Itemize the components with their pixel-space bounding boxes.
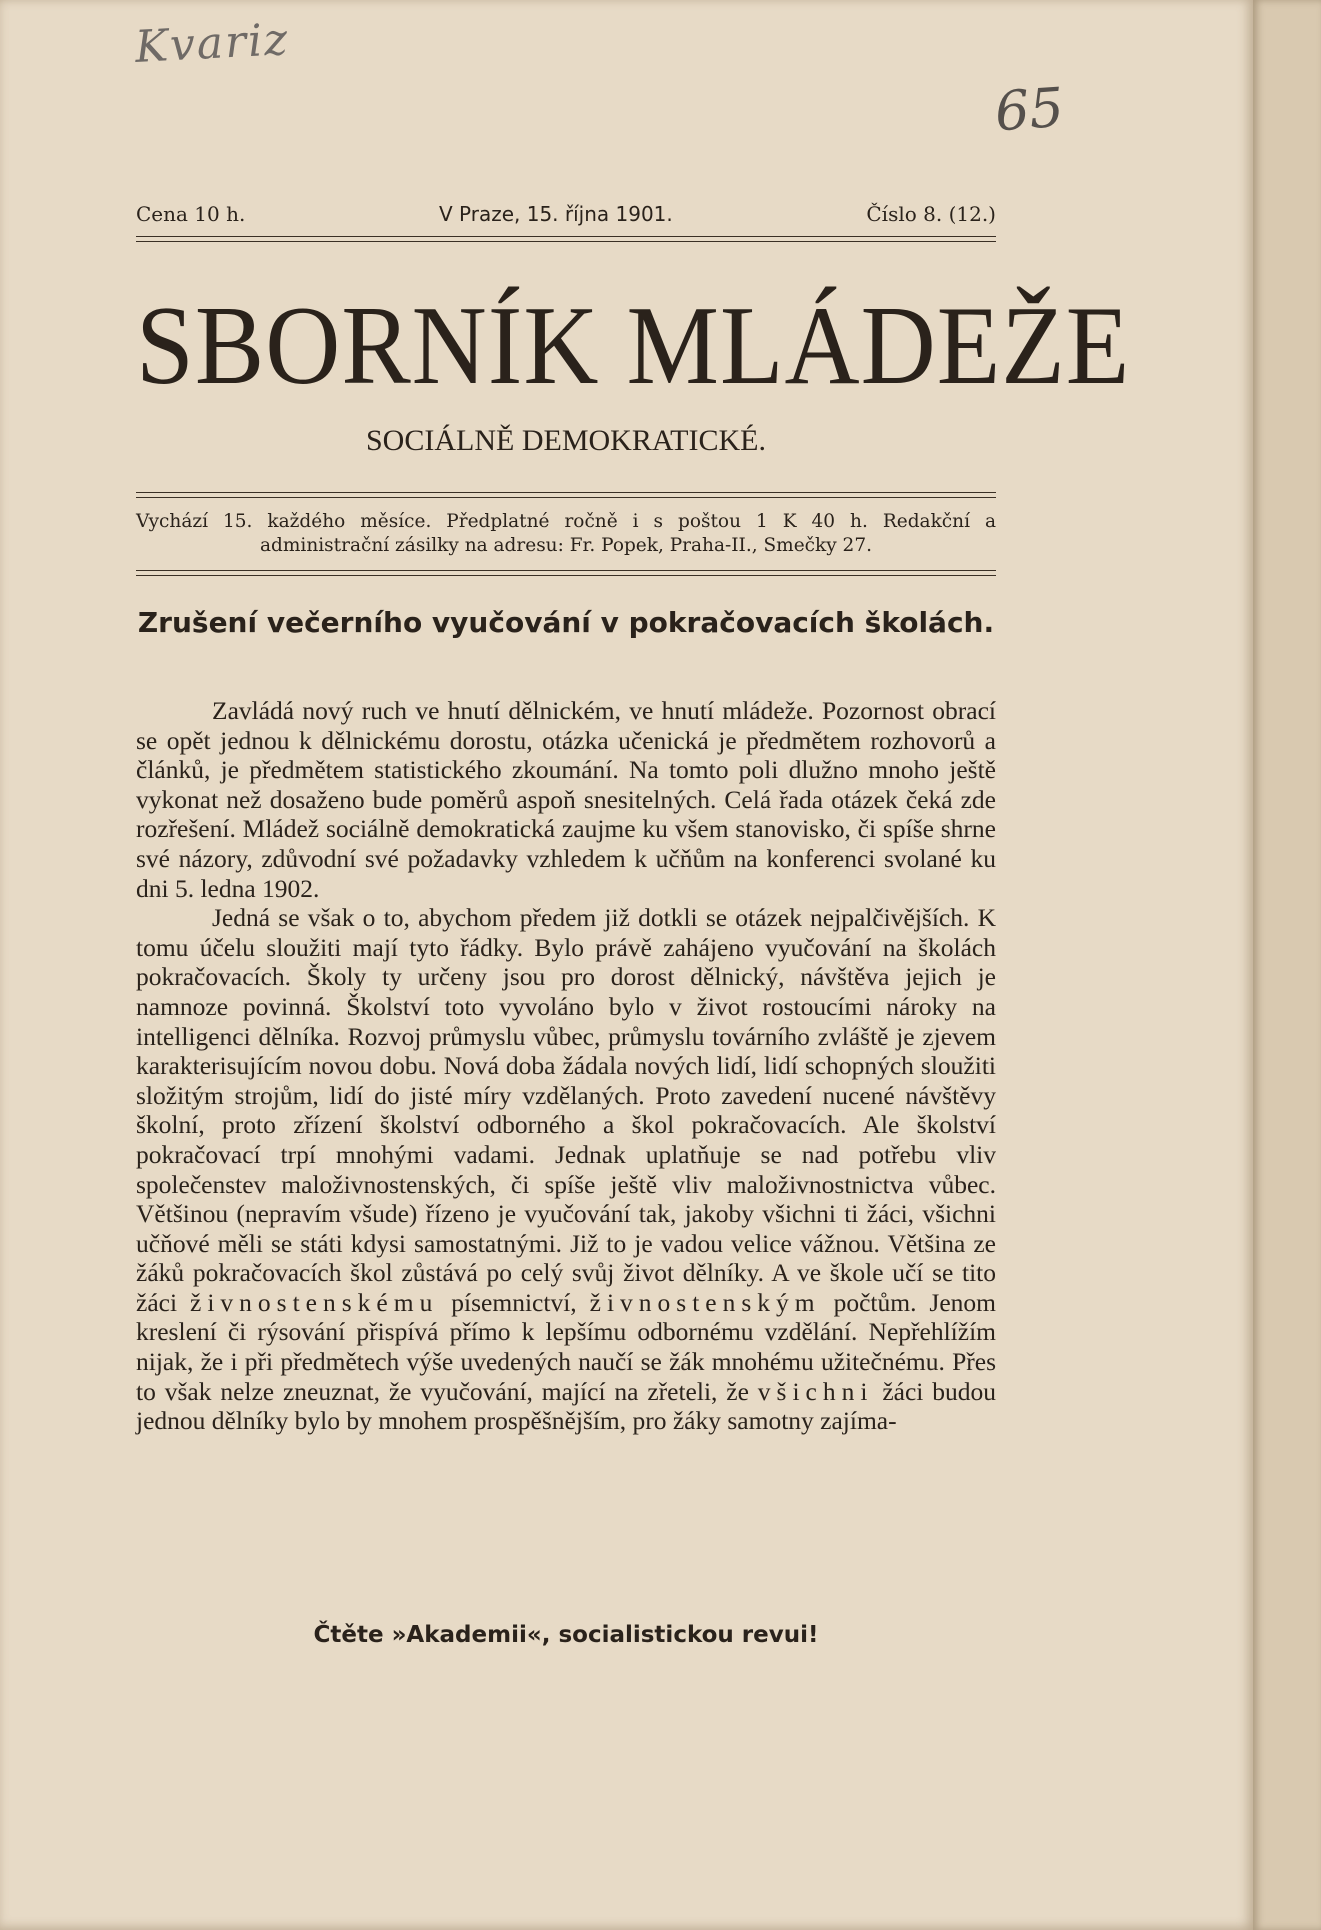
page-subtitle: SOCIÁLNĚ DEMOKRATICKÉ. [366,424,766,457]
article-body [136,696,996,1436]
text-run: Jedná se však o to, abychom předem již dotkli se otázek nejpalčivějších. K tomu účelu sloužiti mají tyto řádky. Bylo právě zahájeno vyučování na školách pokračovacích. Školy ty určeny jsou pro dorost dělnický, návštěva jejich je namnoze povinná. Školství toto vyvoláno bylo v život rostoucími nároky na intelligenci dělníka. Rozvoj průmyslu vůbec, průmyslu továrního zvláště je zjevem karakterisujícím novou dobu. Nová doba žádala nových lidí, lidí schopných sloužiti složitým strojům, lidí do jisté míry vzdělaných. Proto zavedení nucené návštěvy školní, proto zřízení školství odborného a škol pokračovacích. Ale školství pokračovací trpí mnohými vadami. Jednak uplatňuje se nad potřebu vliv společenstev maloživnostenských, či spíše ještě vliv maloživnostnictva vůbec. Většinou (nepravím všude) řízeno je vyučování tak, jakoby všichni ti žáci, všichni učňové měli se státi kdysi samostatnými. Již to je vadou velice vážnou. Většina ze žáků pokračovacích škol zůstává po celý svůj život dělníky. A ve škole učí se tito žáci [136,903,996,1317]
article-title: Zrušení večerního vyučování v pokračovacích školách. [137,606,995,639]
masthead-line [136,202,996,226]
place-date: V Praze, 15. října 1901. [438,202,673,226]
text-run: písemnictví, [451,1287,577,1317]
page-title: SBORNÍK MLÁDEŽE [136,283,1131,408]
handwritten-number: 65 [992,75,1066,144]
spaced-text: živnostenským [589,1287,821,1317]
spaced-text: všichni [757,1376,874,1406]
text-run: žáci budou jednou dělníky bylo by mnohem prospěšnějším, pro žáky samotny zajíma- [136,1376,997,1436]
divider [136,575,996,576]
divider [136,241,996,242]
paragraph: Zavládá nový ruch ve hnutí dělnickém, ve hnutí mládeže. Pozornost obrací se opět jednou k dělnickému dorostu, otázka učenická je předmětem rozhovorů a článků, je předmětem statistického zkoumání. Na tomto poli dlužno mnoho ještě vykonat než dosaženo bude poměrů aspoň snesitelných. Celá řada otázek čeká zde rozřešení. Mládež sociálně demokratická zaujme ku všem stanovisko, či spíše shrne své názory, zdůvodní své požadavky vzhledem k učňům na konferenci svolané ku dni 5. ledna 1902. [136,696,996,903]
divider [136,492,996,493]
spaced-text: živnostenskému [190,1287,439,1317]
issue-number: Číslo 8. (12.) [866,202,996,226]
back-sheet-edge [1253,0,1321,1930]
handwritten-name: Kvariz [133,13,291,74]
price: Cena 10 h. [136,202,246,226]
text-run: počtům. Jenom kreslení či rýsování přispívá přímo k lepšímu odbornému vzdělání. Nepřehlížím nijak, že i při předmětech výše uvedených naučí se žák mnohému užitečnému. Přes to však nelze zneuznat, že vyučování, mající na zřeteli, že [136,1287,996,1406]
divider [136,236,996,237]
paragraph [136,903,996,1436]
footer-advert: Čtěte »Akademii«, socialistickou revui! [313,1622,819,1648]
divider [136,497,996,498]
divider [136,570,996,571]
subscription-info: Vychází 15. každého měsíce. Předplatné ročně i s poštou 1 K 40 h. Redakční a administrační zásilky na adresu: Fr. Popek, Praha-II., Smečky 27. [136,511,996,556]
